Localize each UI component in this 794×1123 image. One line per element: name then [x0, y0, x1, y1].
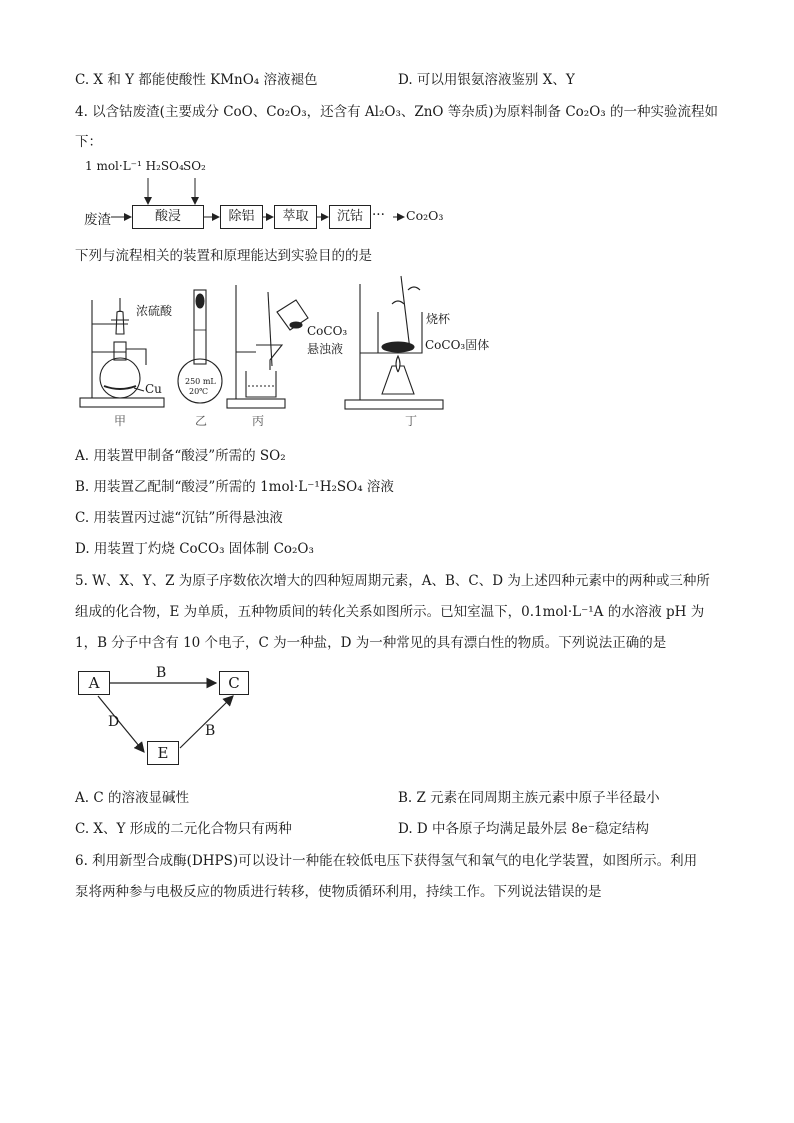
flow-ellipsis: ··· — [372, 207, 385, 223]
q4-option-b: B. 用装置乙配制“酸浸”所需的 1mol·L⁻¹H₂SO₄ 溶液 — [75, 479, 394, 495]
flow-reagent-h2so4: 1 mol·L⁻¹ H₂SO₄ — [85, 159, 184, 173]
q5-option-b: B. Z 元素在同周期主族元素中原子半径最小 — [398, 790, 660, 806]
label-suspension-2: 悬浊液 — [307, 342, 344, 356]
label-suspension-1: CoCO₃ — [307, 324, 348, 338]
flow-step-precip-co: 沉钴 — [329, 205, 371, 229]
edge-label-b-right: B — [205, 723, 216, 739]
q3-option-c: C. X 和 Y 都能使酸性 KMnO₄ 溶液褪色 — [75, 72, 318, 88]
label-cu: Cu — [145, 382, 162, 396]
flow-end: Co₂O₃ — [406, 208, 444, 223]
flow-reagent-so2: SO₂ — [183, 159, 206, 173]
q5-option-d: D. D 中各原子均满足最外层 8e⁻稳定结构 — [398, 821, 650, 837]
node-a: A — [78, 671, 110, 695]
label-ding: 丁 — [405, 414, 418, 428]
q5-option-c: C. X、Y 形成的二元化合物只有两种 — [75, 821, 292, 837]
q6-stem-line2: 泵将两种参与电极反应的物质进行转移，使物质循环利用，持续工作。下列说法错误的是 — [75, 884, 602, 900]
label-jia: 甲 — [114, 414, 127, 428]
q4-option-d: D. 用装置丁灼烧 CoCO₃ 固体制 Co₂O₃ — [75, 541, 314, 557]
label-flask-temp: 20℃ — [189, 387, 209, 396]
node-c: C — [219, 671, 249, 695]
flow-step-remove-al: 除铝 — [220, 205, 263, 229]
label-yi: 乙 — [195, 414, 208, 428]
q6-stem-line1: 6. 利用新型合成酶(DHPS)可以设计一种能在较低电压下获得氢气和氧气的电化学装置，如图所示。利用 — [75, 853, 698, 869]
q4-option-c: C. 用装置丙过滤“沉钴”所得悬浊液 — [75, 510, 283, 526]
q5-stem-line1: 5. W、X、Y、Z 为原子序数依次增大的四种短周期元素，A、B、C、D 为上述四种元素中的两种或三种所 — [75, 573, 710, 589]
flow-step-extract: 萃取 — [274, 205, 317, 229]
node-e: E — [147, 741, 179, 765]
q5-stem-line3: 1，B 分子中含有 10 个电子，C 为一种盐，D 为一种常见的具有漂白性的物质。下列说法正确的是 — [75, 635, 667, 651]
flow-start: 废渣 — [84, 212, 111, 228]
q5-stem-line2: 组成的化合物，E 为单质，五种物质间的转化关系如图所示。已知室温下，0.1mol·L⁻¹A 的水溶液 pH 为 — [75, 604, 705, 620]
edge-label-d: D — [108, 714, 120, 730]
label-conc-acid: 浓硫酸 — [136, 304, 173, 318]
q4-question: 下列与流程相关的装置和原理能达到实验目的的是 — [75, 248, 372, 264]
label-bing: 丙 — [252, 414, 265, 428]
label-solid: CoCO₃固体 — [425, 338, 490, 352]
q4-stem-line2: 下： — [75, 134, 102, 150]
q3-option-d: D. 可以用银氨溶液鉴别 X、Y — [398, 72, 575, 88]
edge-label-b-top: B — [156, 665, 167, 681]
q4-stem-line1: 4. 以含钴废渣(主要成分 CoO、Co₂O₃，还含有 Al₂O₃、ZnO 等杂质)为原料制备 Co₂O₃ 的一种实验流程如 — [75, 104, 718, 120]
q5-option-a: A. C 的溶液显碱性 — [75, 790, 189, 806]
label-flask-vol: 250 mL — [185, 377, 216, 386]
q4-option-a: A. 用装置甲制备“酸浸”所需的 SO₂ — [75, 448, 286, 464]
label-beaker: 烧杯 — [426, 312, 451, 326]
flow-step-acid-leach: 酸浸 — [132, 205, 204, 229]
